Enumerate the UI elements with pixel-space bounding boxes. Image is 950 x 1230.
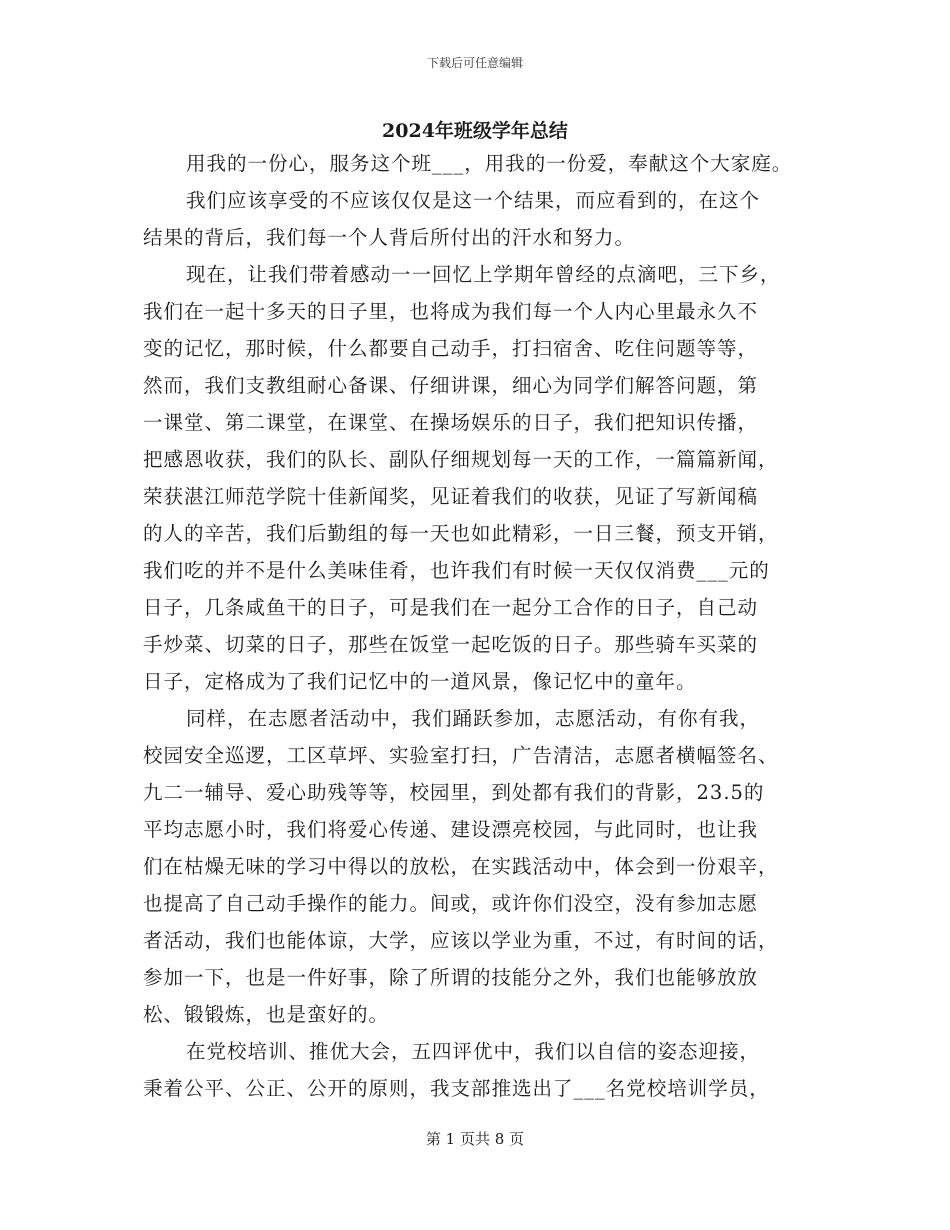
paragraph-line: 在党校培训、推优大会，五四评优中，我们以自信的姿态迎接，: [186, 1040, 761, 1063]
paragraph-line: 我们吃的并不是什么美味佳肴，也许我们有时候一天仅仅消费___元的: [143, 559, 770, 582]
page-header-note: 下载后可任意编辑: [426, 56, 523, 70]
paragraph-line: 者活动，我们也能体谅，大学，应该以学业为重，不过，有时间的话，: [143, 929, 779, 952]
paragraph-line: 参加一下，也是一件好事，除了所谓的技能分之外，我们也能够放放: [143, 966, 759, 989]
paragraph-line: 用我的一份心，服务这个班___，用我的一份爱，奉献这个大家庭。: [186, 152, 793, 175]
paragraph-line: 我们在一起十多天的日子里，也将成为我们每一个人内心里最永久不: [143, 300, 759, 323]
paragraph-line: 九二一辅导、爱心助残等等，校园里，到处都有我们的背影，23.5的: [143, 781, 765, 804]
paragraph-line: 手炒菜、切菜的日子，那些在饭堂一起吃饭的日子。那些骑车买菜的: [143, 633, 759, 656]
paragraph-line: 的人的辛苦，我们后勤组的每一天也如此精彩，一日三餐，预支开销，: [143, 522, 779, 545]
paragraph-line: 秉着公平、公正、公开的原则，我支部推选出了___名党校培训学员，: [143, 1077, 770, 1100]
paragraph-line: 日子，几条咸鱼干的日子，可是我们在一起分工合作的日子，自己动: [143, 596, 759, 619]
page-number: 第 1 页共 8 页: [425, 1130, 525, 1148]
paragraph-line: 松、锻锻炼，也是蛮好的。: [143, 1003, 390, 1026]
paragraph-line: 然而，我们支教组耐心备课、仔细讲课，细心为同学们解答问题，第: [143, 374, 759, 397]
document-title: 2024年班级学年总结: [382, 120, 568, 142]
paragraph-line: 变的记忆，那时候，什么都要自己动手，打扫宿舍、吃住问题等等，: [143, 337, 759, 360]
paragraph-line: 一课堂、第二课堂，在课堂、在操场娱乐的日子，我们把知识传播，: [143, 411, 759, 434]
document-body: [143, 145, 823, 1107]
paragraph-line: 日子，定格成为了我们记忆中的一道风景，像记忆中的童年。: [143, 670, 697, 693]
paragraph-line: 也提高了自己动手操作的能力。间或，或许你们没空，没有参加志愿: [143, 892, 759, 915]
paragraph-line: 同样，在志愿者活动中，我们踊跃参加，志愿活动，有你有我，: [186, 707, 761, 730]
paragraph-line: 现在，让我们带着感动一一回忆上学期年曾经的点滴吧，三下乡，: [186, 263, 781, 286]
paragraph-line: 校园安全巡逻，工区草坪、实验室打扫，广告清洁，志愿者横幅签名、: [143, 744, 779, 767]
paragraph-line: 结果的背后，我们每一个人背后所付出的汗水和努力。: [143, 226, 636, 249]
paragraph-line: 们在枯燥无味的学习中得以的放松，在实践活动中，体会到一份艰辛，: [143, 855, 779, 878]
paragraph-line: 把感恩收获，我们的队长、副队仔细规划每一天的工作，一篇篇新闻，: [143, 448, 779, 471]
paragraph-line: 荣获湛江师范学院十佳新闻奖，见证着我们的收获，见证了写新闻稿: [143, 485, 759, 508]
paragraph-line: 我们应该享受的不应该仅仅是这一个结果，而应看到的，在这个: [186, 189, 761, 212]
paragraph-line: 平均志愿小时，我们将爱心传递、建设漂亮校园，与此同时，也让我: [143, 818, 759, 841]
